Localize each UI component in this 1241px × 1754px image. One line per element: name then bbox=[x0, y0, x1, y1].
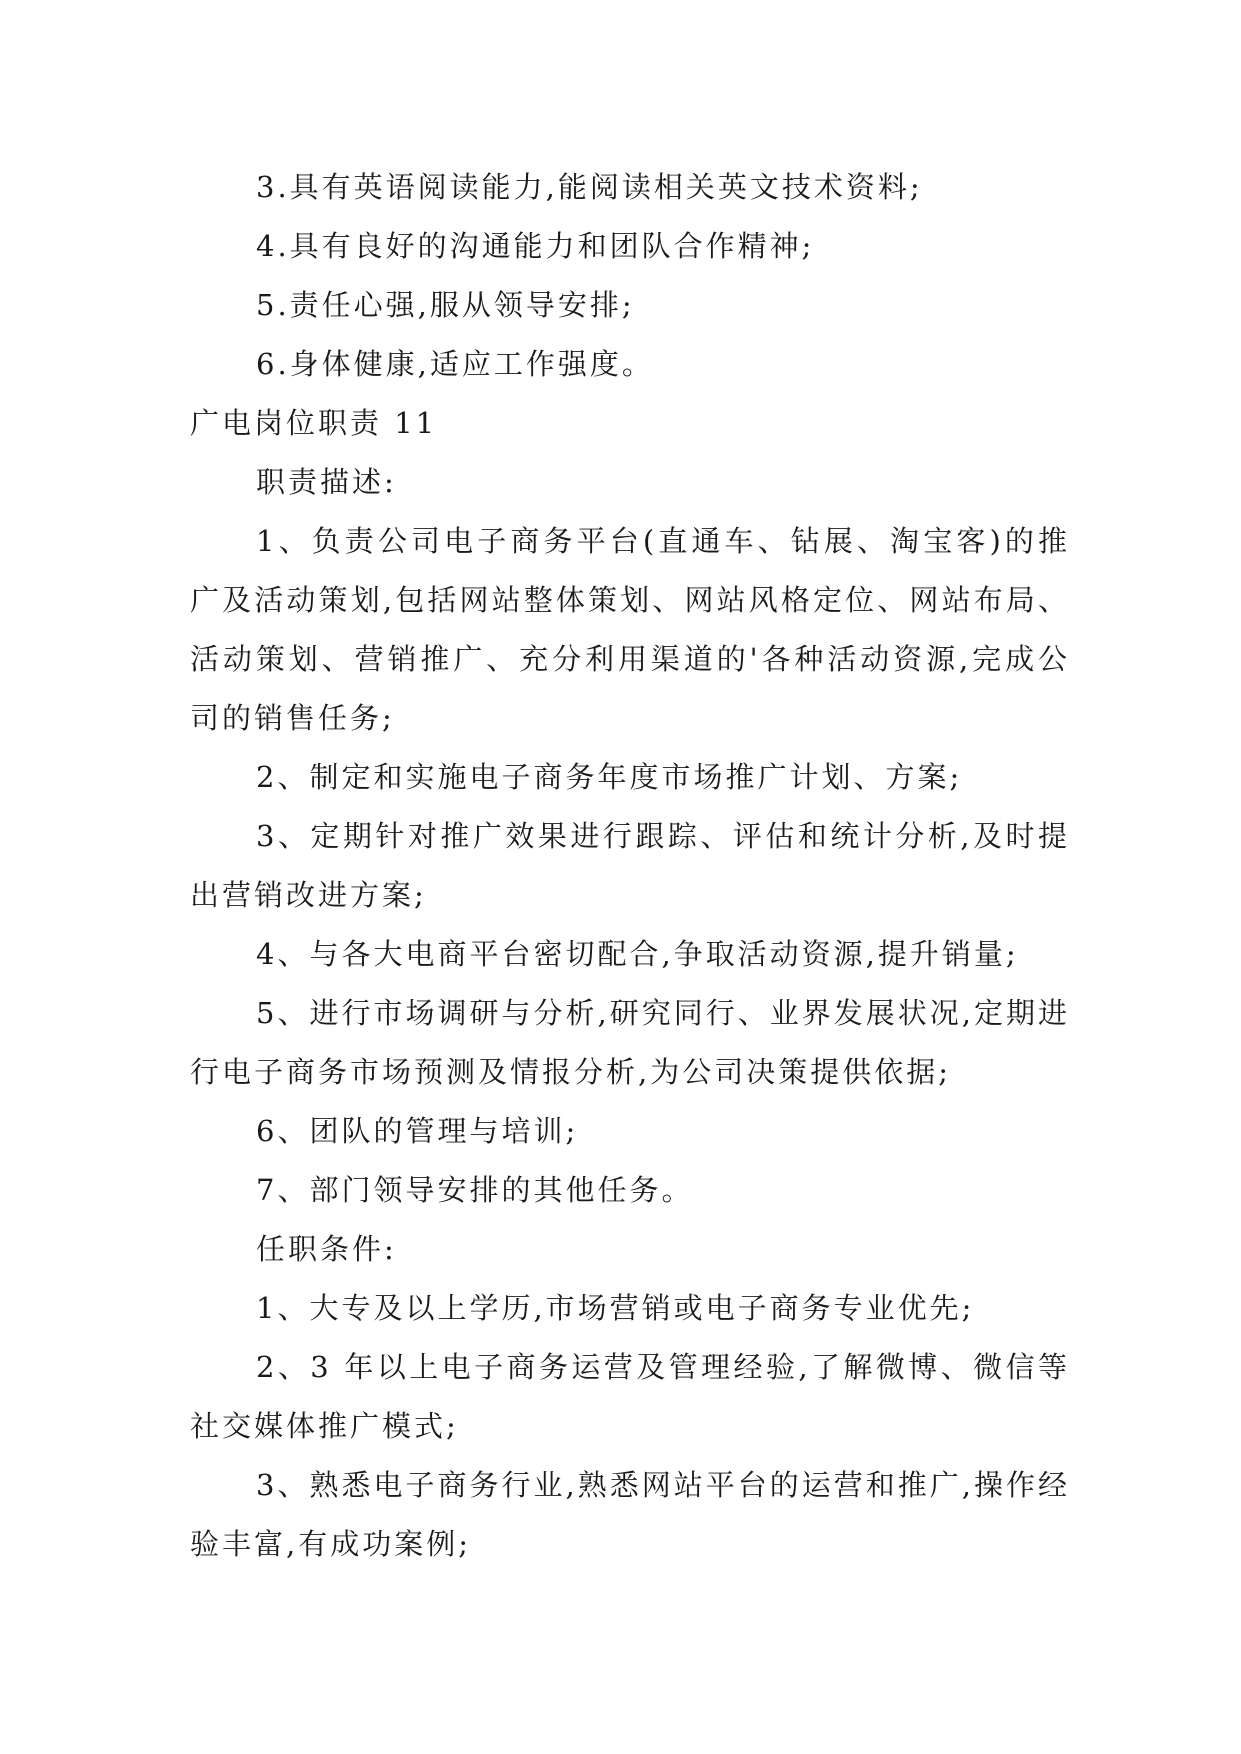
requirement-item-5: 5.责任心强,服从领导安排; bbox=[256, 288, 635, 322]
duty-item-6: 6、团队的管理与培训; bbox=[256, 1114, 579, 1148]
requirements-heading: 任职条件: bbox=[256, 1232, 397, 1266]
duty-item-7: 7、部门领导安排的其他任务。 bbox=[256, 1173, 694, 1207]
document-body bbox=[190, 158, 1070, 1574]
duty-item-4: 4、与各大电商平台密切配合,争取活动资源,提升销量; bbox=[256, 937, 1019, 971]
requirement-item-3: 3.具有英语阅读能力,能阅读相关英文技术资料; bbox=[256, 170, 923, 204]
section-title: 广电岗位职责 11 bbox=[190, 406, 438, 440]
duty-item-5: 5、进行市场调研与分析,研究同行、业界发展状况,定期进行电子商务市场预测及情报分析,为公司决策提供依据; bbox=[190, 996, 1070, 1089]
duties-heading: 职责描述: bbox=[256, 465, 397, 499]
duty-item-1: 1、负责公司电子商务平台(直通车、钻展、淘宝客)的推广及活动策划,包括网站整体策划、网站风格定位、网站布局、活动策划、营销推广、充分利用渠道的'各种活动资源,完成公司的销售任务; bbox=[190, 524, 1070, 735]
qualification-item-3: 3、熟悉电子商务行业,熟悉网站平台的运营和推广,操作经验丰富,有成功案例; bbox=[190, 1468, 1070, 1561]
duty-item-3: 3、定期针对推广效果进行跟踪、评估和统计分析,及时提出营销改进方案; bbox=[190, 819, 1070, 912]
duty-item-2: 2、制定和实施电子商务年度市场推广计划、方案; bbox=[256, 760, 963, 794]
requirement-item-6: 6.身体健康,适应工作强度。 bbox=[256, 347, 654, 381]
qualification-item-2: 2、3 年以上电子商务运营及管理经验,了解微博、微信等社交媒体推广模式; bbox=[190, 1350, 1070, 1443]
requirement-item-4: 4.具有良好的沟通能力和团队合作精神; bbox=[256, 229, 815, 263]
qualification-item-1: 1、大专及以上学历,市场营销或电子商务专业优先; bbox=[256, 1291, 975, 1325]
